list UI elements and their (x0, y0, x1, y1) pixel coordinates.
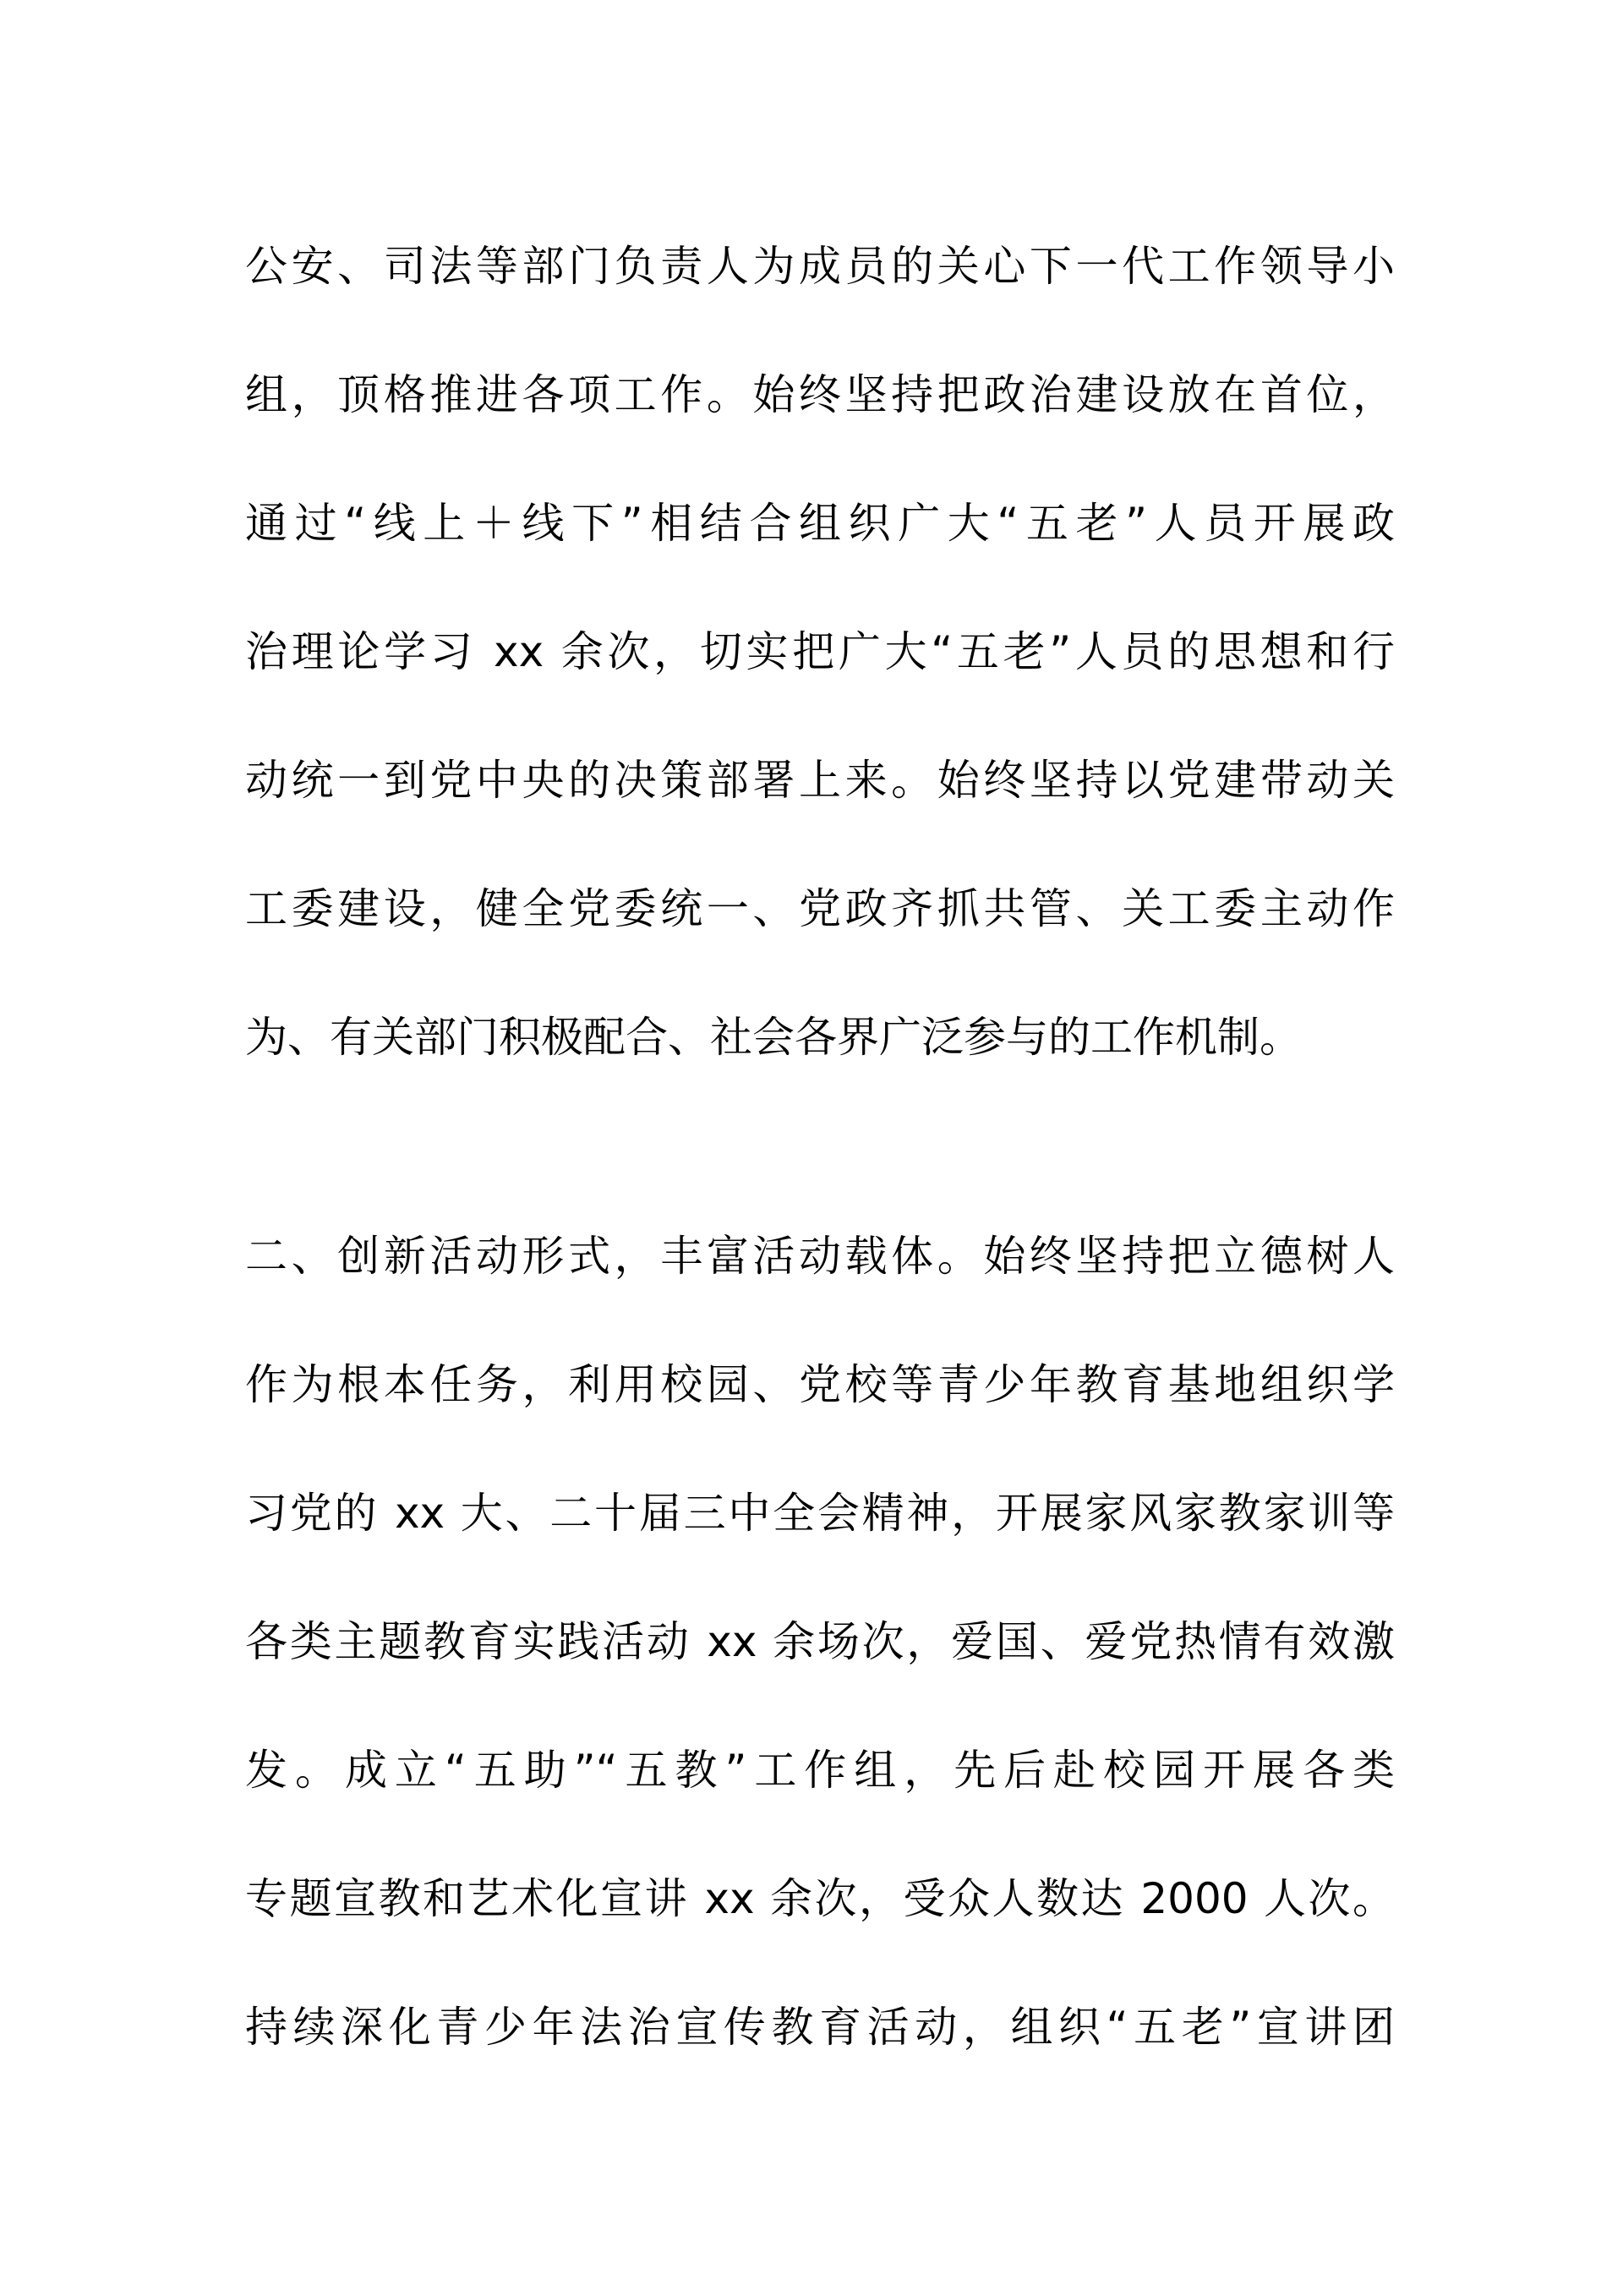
text-line: 公安、司法等部门负责人为成员的关心下一代工作领导小 (245, 242, 1395, 291)
text-line: 工委建设，健全党委统一、党政齐抓共管、关工委主动作 (245, 884, 1395, 933)
text-line: 为、有关部门积极配合、社会各界广泛参与的工作机制。 (245, 1013, 1302, 1062)
paragraph-leadership-mechanism (245, 218, 1395, 1118)
text-line: 治理论学习 xx 余次，切实把广大“五老”人员的思想和行 (245, 627, 1395, 676)
text-line: 通过“线上＋线下”相结合组织广大“五老”人员开展政 (245, 499, 1395, 548)
text-line: 各类主题教育实践活动 xx 余场次，爱国、爱党热情有效激 (245, 1617, 1395, 1666)
paragraph-innovate-activities (245, 1208, 1395, 2107)
text-line: 持续深化青少年法治宣传教育活动，组织“五老”宣讲团 (245, 2003, 1395, 2052)
text-line: 二、创新活动形式，丰富活动载体。始终坚持把立德树人 (245, 1232, 1395, 1281)
text-line: 动统一到党中央的决策部署上来。始终坚持以党建带动关 (245, 756, 1395, 805)
text-line: 习党的 xx 大、二十届三中全会精神，开展家风家教家训等 (245, 1489, 1395, 1538)
text-line: 专题宣教和艺术化宣讲 xx 余次，受众人数达 2000 人次。 (245, 1874, 1395, 1923)
text-line: 发。成立“五助”“五教”工作组，先后赴校园开展各类 (245, 1746, 1395, 1795)
text-line: 作为根本任务，利用校园、党校等青少年教育基地组织学 (245, 1360, 1395, 1409)
text-line: 组，顶格推进各项工作。始终坚持把政治建设放在首位， (245, 370, 1395, 419)
